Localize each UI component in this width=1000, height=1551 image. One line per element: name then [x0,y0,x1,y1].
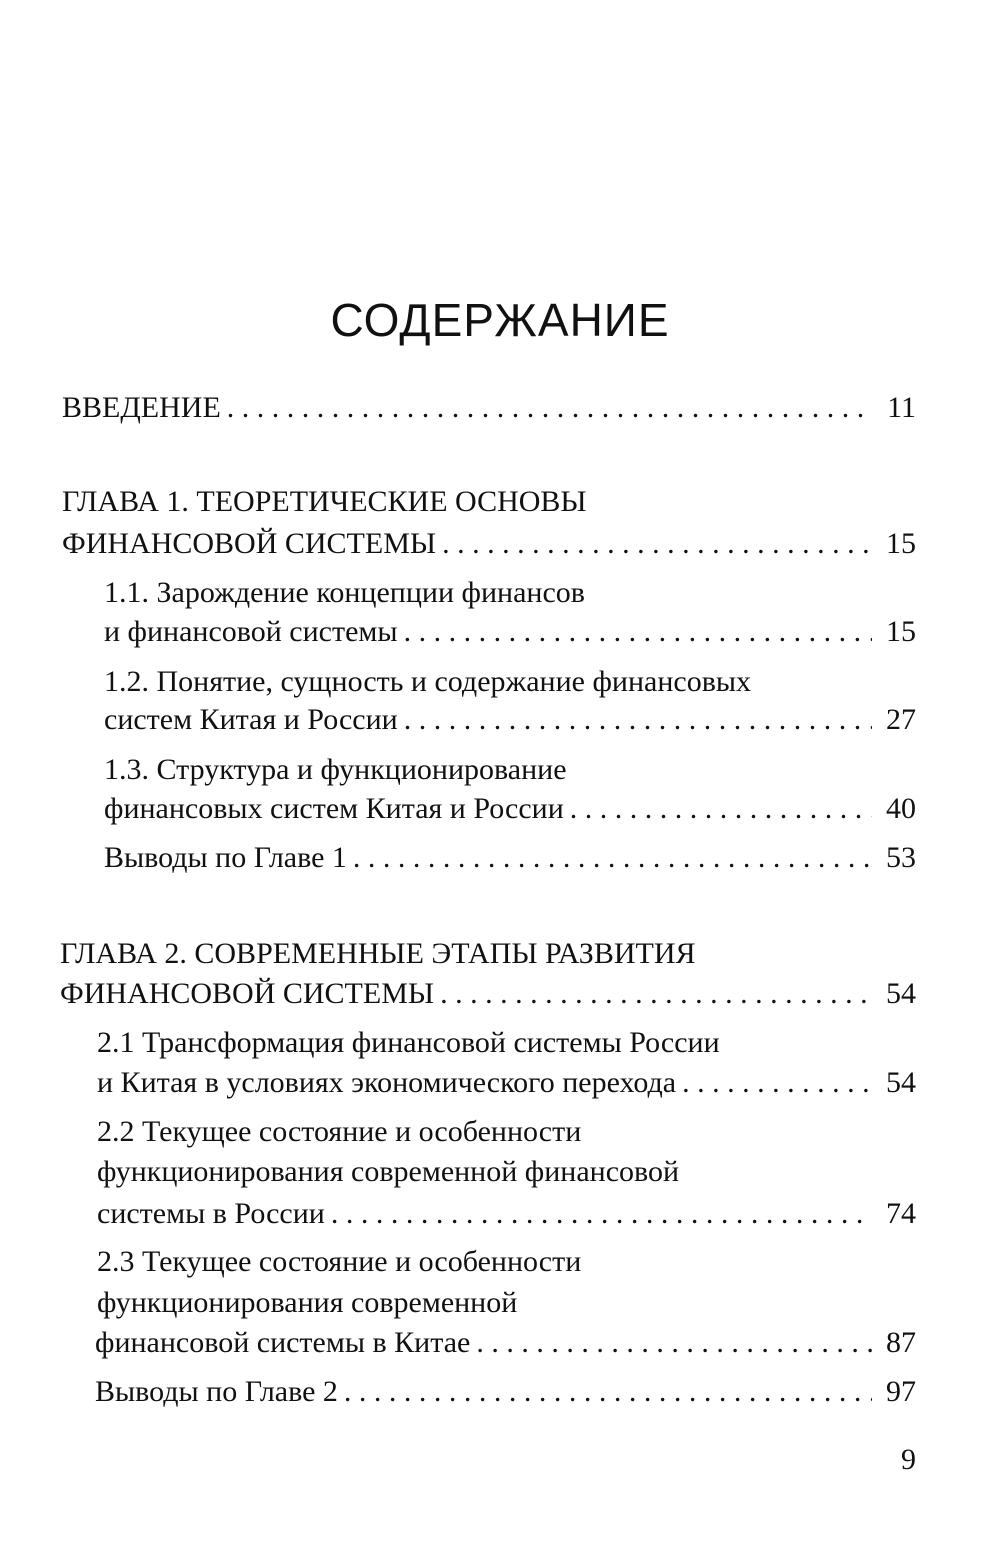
toc-entry-section-2-2 [97,1194,916,1234]
section-2-2-line-1: 2.2 Текущее состояние и особенности [97,1115,582,1148]
section-1-1-line-1: 1.1. Зарождение концепции финансов [104,576,585,609]
section-2-1-line-1: 2.1 Трансформация финансовой системы России [97,1026,720,1059]
toc-entry-chapter-2 [60,974,916,1014]
toc-entry-section-2-3 [95,1323,916,1363]
dot-leader [442,524,872,564]
toc-entry-intro [62,388,916,428]
toc-page-number: 40 [886,792,916,825]
dot-leader [476,1323,872,1363]
toc-entry-label: Выводы по Главе 2 [95,1375,338,1408]
section-1-2-line-1: 1.2. Понятие, сущность и содержание финансовых [104,665,752,698]
section-2-3-line-2: функционирования современной [97,1286,518,1319]
toc-entry-conclusion-1 [104,838,916,878]
toc-entry-label: и финансовой системы [104,615,398,648]
section-2-3-line-1: 2.3 Текущее состояние и особенности [97,1245,582,1278]
section-1-3-line-1: 1.3. Структура и функционирование [104,753,567,786]
chapter-1-title-line-1: ГЛАВА 1. ТЕОРЕТИЧЕСКИЕ ОСНОВЫ [62,485,587,518]
toc-entry-section-2-1 [97,1063,916,1103]
toc-page-number: 97 [886,1375,916,1408]
chapter-2-title-line-1: ГЛАВА 2. СОВРЕМЕННЫЕ ЭТАПЫ РАЗВИТИЯ [60,937,696,970]
dot-leader [344,1372,872,1412]
toc-entry-label: Выводы по Главе 1 [104,841,347,874]
dot-leader [570,789,872,829]
dot-leader [404,700,872,740]
toc-page-number: 11 [887,391,916,424]
toc-page-number: 87 [886,1326,916,1359]
toc-entry-conclusion-2 [95,1372,916,1412]
toc-page-number: 74 [886,1197,916,1230]
toc-page-number: 54 [886,1066,916,1099]
toc-entry-chapter-1 [62,524,916,564]
dot-leader [682,1063,872,1103]
dot-leader [227,388,872,428]
toc-page-number: 27 [886,703,916,736]
toc-entry-label: системы в России [97,1197,325,1230]
toc-entry-label: финансовой системы в Китае [95,1326,471,1359]
toc-entry-section-1-3 [104,789,916,829]
toc-entry-label: систем Китая и России [104,703,398,736]
page-number: 9 [901,1443,916,1476]
dot-leader [440,974,872,1014]
toc-page-number: 15 [886,527,916,560]
toc-page-number: 54 [886,977,916,1010]
dot-leader [404,612,872,652]
section-2-2-line-2: функционирования современной финансовой [97,1155,680,1188]
toc-page-number: 53 [886,841,916,874]
dot-leader [353,838,872,878]
toc-entry-label: ВВЕДЕНИЕ [62,391,221,424]
page-title: СОДЕРЖАНИЕ [330,294,670,346]
toc-entry-label: ФИНАНСОВОЙ СИСТЕМЫ [60,977,435,1010]
toc-page-number: 15 [886,615,916,648]
toc-entry-label: и Китая в условиях экономического перехода [97,1066,677,1099]
toc-entry-section-1-1 [104,612,916,652]
toc-entry-label: финансовых систем Китая и России [104,792,564,825]
dot-leader [331,1194,872,1234]
toc-entry-label: ФИНАНСОВОЙ СИСТЕМЫ [62,527,437,560]
toc-entry-section-1-2 [104,700,916,740]
